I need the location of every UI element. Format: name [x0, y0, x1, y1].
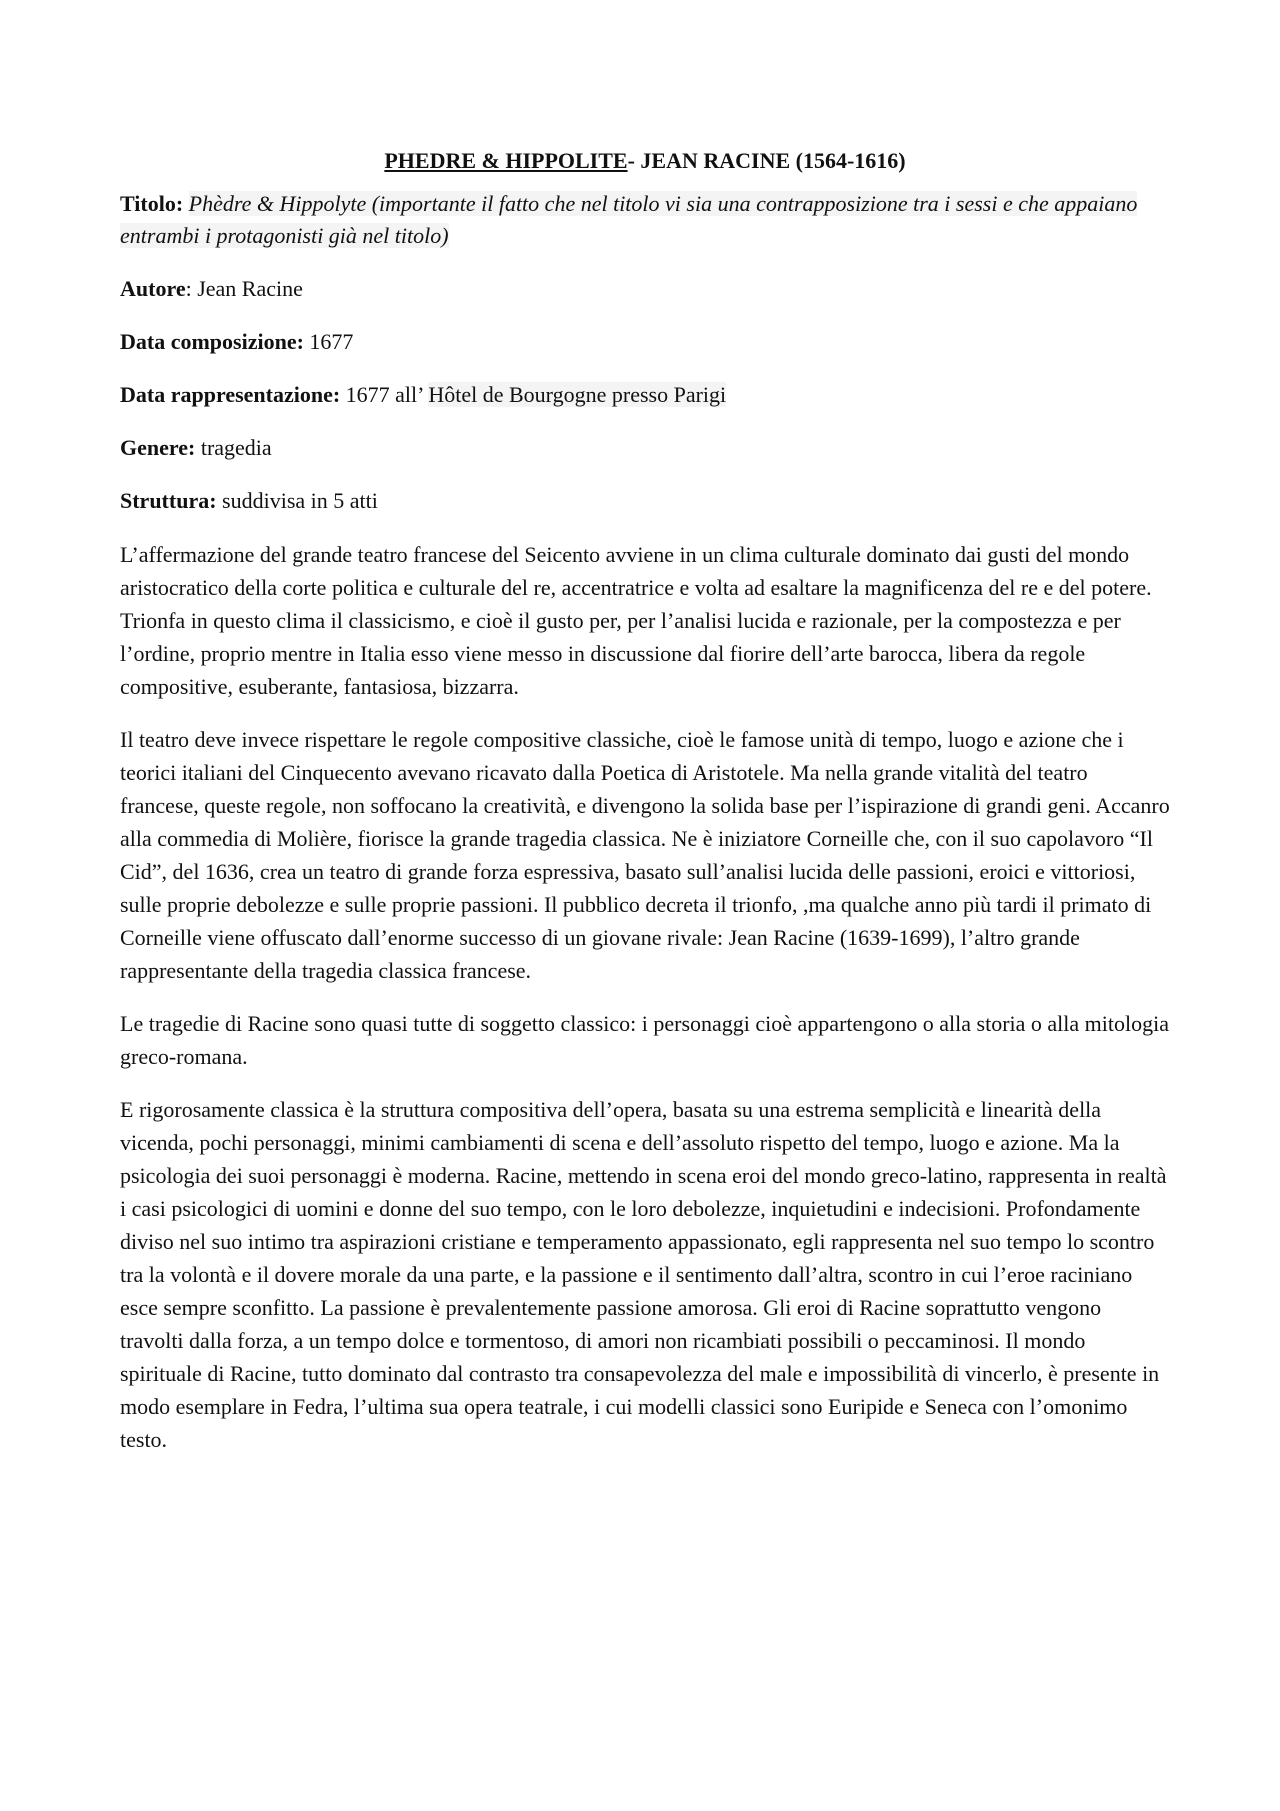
title-rest: - JEAN RACINE (1564-1616): [627, 148, 906, 173]
field-titolo: [120, 188, 1170, 252]
field-label: Genere:: [120, 435, 196, 460]
document-title: [120, 146, 1170, 176]
field-value: 1677: [309, 329, 354, 354]
field-label: Data composizione:: [120, 329, 304, 354]
field-value: suddivisa in 5 atti: [222, 488, 378, 513]
field-value: tragedia: [200, 435, 272, 460]
paragraph-struttura: E rigorosamente classica è la struttura compositiva dell’opera, basata su una estrema semplicità e linearità della vicenda, pochi personaggi, minimi cambiamenti di scena e dell’assoluto rispetto del tempo, luogo e azione. Ma la psicologia dei suoi personaggi è moderna. Racine, mettendo in scena eroi del mondo greco-latino, rappresenta in realtà i casi psicologici di uomini e donne del suo tempo, con le loro debolezze, inquietudini e indecisioni. Profondamente diviso nel suo intimo tra aspirazioni cristiane e temperamento appassionato, egli rappresenta nel suo tempo lo scontro tra la volontà e il dovere morale da una parte, e la passione e il sentimento dall’altra, scontro in cui l’eroe raciniano esce sempre sconfitto. La passione è prevalentemente passione amorosa. Gli eroi di Racine soprattutto vengono travolti dalla forza, a un tempo dolce e tormentoso, di amori non ricambiati possibili o peccaminosi. Il mondo spirituale di Racine, tutto dominato dal contrasto tra consapevolezza del male e impossibilità di vincerlo, è presente in modo esemplare in Fedra, l’ultima sua opera teatrale, i cui modelli classici sono Euripide e Seneca con l’omonimo testo.: [120, 1097, 1167, 1452]
field-value: 1677 all’: [345, 382, 429, 407]
field-label: Autore: [120, 276, 186, 301]
paragraph-regole: Il teatro deve invece rispettare le regole compositive classiche, cioè le famose unità di tempo, luogo e azione che i teorici italiani del Cinquecento avevano ricavato dalla Poetica di Aristotele. Ma nella grande vitalità del teatro francese, queste regole, non soffocano la creatività, e divengono la solida base per l’ispirazione di grandi geni. Accanro alla commedia di Molière, fiorisce la grande tragedia classica. Ne è iniziatore Corneille che, con il suo capolavoro “Il Cid”, del 1636, crea un teatro di grande forza espressiva, basato sull’analisi lucida delle passioni, eroici e vittoriosi, sulle proprie debolezze e sulle proprie passioni. Il pubblico decreta il trionfo, ,ma qualche anno più tardi il primato di Corneille viene offuscato dall’enorme successo di un giovane rivale: Jean Racine (1639-1699), l’altro grande rappresentante della tragedia classica francese.: [120, 727, 1170, 983]
field-value: : Jean Racine: [185, 276, 303, 301]
field-label: Struttura:: [120, 488, 217, 513]
field-value-highlight: Hôtel de Bourgogne presso Parigi: [428, 382, 727, 407]
field-struttura: [120, 485, 1170, 517]
field-genere: [120, 432, 1170, 464]
field-label: Titolo:: [120, 191, 184, 216]
field-autore: [120, 273, 1170, 305]
field-label: Data rappresentazione:: [120, 382, 341, 407]
paragraph-soggetto: Le tragedie di Racine sono quasi tutte di soggetto classico: i personaggi cioè appartengono o alla storia o alla mitologia greco-romana.: [120, 1011, 1169, 1069]
field-data-composizione: [120, 326, 1170, 358]
title-underlined: PHEDRE & HIPPOLITE: [384, 148, 628, 173]
paragraph-intro: L’affermazione del grande teatro francese del Seicento avviene in un clima culturale dominato dai gusti del mondo aristocratico della corte politica e culturale del re, accentratrice e volta ad esaltare la magnificenza del re e del potere. Trionfa in questo clima il classicismo, e cioè il gusto per, per l’analisi lucida e razionale, per la compostezza e per l’ordine, proprio mentre in Italia esso viene messo in discussione dal fiorire dell’arte barocca, libera da regole compositive, esuberante, fantasiosa, bizzarra.: [120, 542, 1152, 699]
field-data-rappresentazione: [120, 379, 1170, 411]
field-value: Phèdre & Hippolyte (importante il fatto che nel titolo vi sia una contrapposizione tra i sessi e che appaiano entrambi i protagonisti già nel titolo): [120, 191, 1138, 248]
document-page: [120, 146, 1170, 1476]
